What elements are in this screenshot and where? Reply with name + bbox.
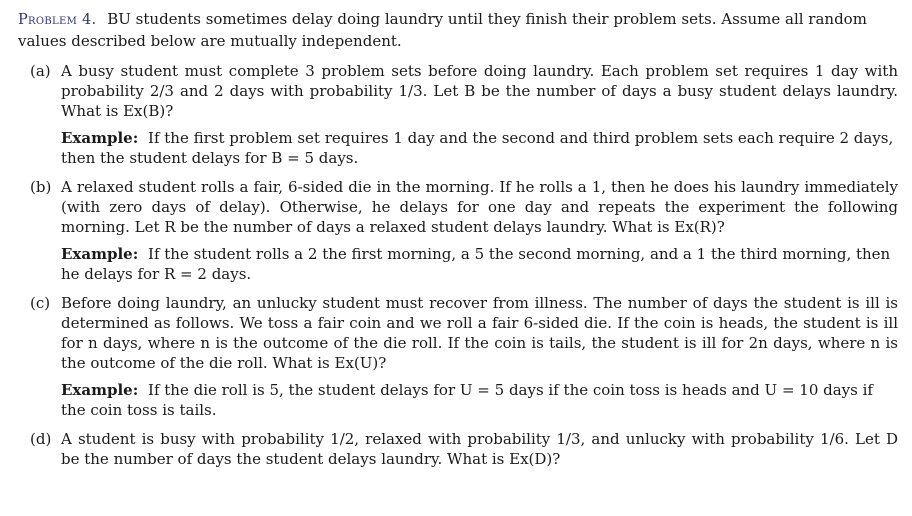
problem-intro-text: BU students sometimes delay doing laundry until they finish their problem sets. Assume all random values described below are mutually independent. (18, 10, 867, 50)
part-c (18, 293, 898, 420)
example-label: Example: (61, 245, 139, 263)
example-label: Example: (61, 381, 139, 399)
part-text: A student is busy with probability 1/2, relaxed with probability 1/3, and unlucky with probability 1/6. Let D be the number of days the student delays laundry. What is Ex(D)? (61, 430, 898, 468)
example (61, 244, 898, 284)
example (61, 380, 898, 420)
part-label: (d) (30, 430, 52, 448)
part-b (18, 177, 898, 284)
part-text: A relaxed student rolls a fair, 6-sided die in the morning. If he rolls a 1, then he does his laundry immediately (with zero days of delay). Otherwise, he delays for one day and repeats the experiment the following morning. Let R be the number of days a relaxed student delays laundry. What is Ex(R)? (61, 178, 898, 236)
example-text: If the die roll is 5, the student delays for U = 5 days if the coin toss is heads and U = 10 days if the coin toss is tails. (61, 381, 873, 419)
part-text: Before doing laundry, an unlucky student must recover from illness. The number of days the student is ill is determined as follows. We toss a fair coin and we roll a fair 6-sided die. If the coin is heads, the student is ill for n days, where n is the outcome of the die roll. If the coin is tails, the student is ill for 2n days, where n is the outcome of the die roll. What is Ex(U)? (61, 294, 898, 372)
part-a (18, 61, 898, 168)
problem-intro (18, 9, 898, 52)
example-text: If the student rolls a 2 the first morning, a 5 the second morning, and a 1 the third morning, then he delays for R = 2 days. (61, 245, 891, 283)
example-label: Example: (61, 129, 139, 147)
problem-label: Problem 4. (18, 12, 97, 28)
part-label: (a) (30, 62, 51, 80)
part-label: (c) (30, 294, 51, 312)
part-text: A busy student must complete 3 problem sets before doing laundry. Each problem set requires 1 day with probability 2/3 and 2 days with probability 1/3. Let B be the number of days a busy student delays laundry. What is Ex(B)? (61, 62, 898, 120)
example-text: If the first problem set requires 1 day and the second and third problem sets each require 2 days, then the student delays for B = 5 days. (61, 129, 894, 167)
example (61, 128, 898, 168)
part-label: (b) (30, 178, 52, 196)
part-d (18, 429, 898, 469)
